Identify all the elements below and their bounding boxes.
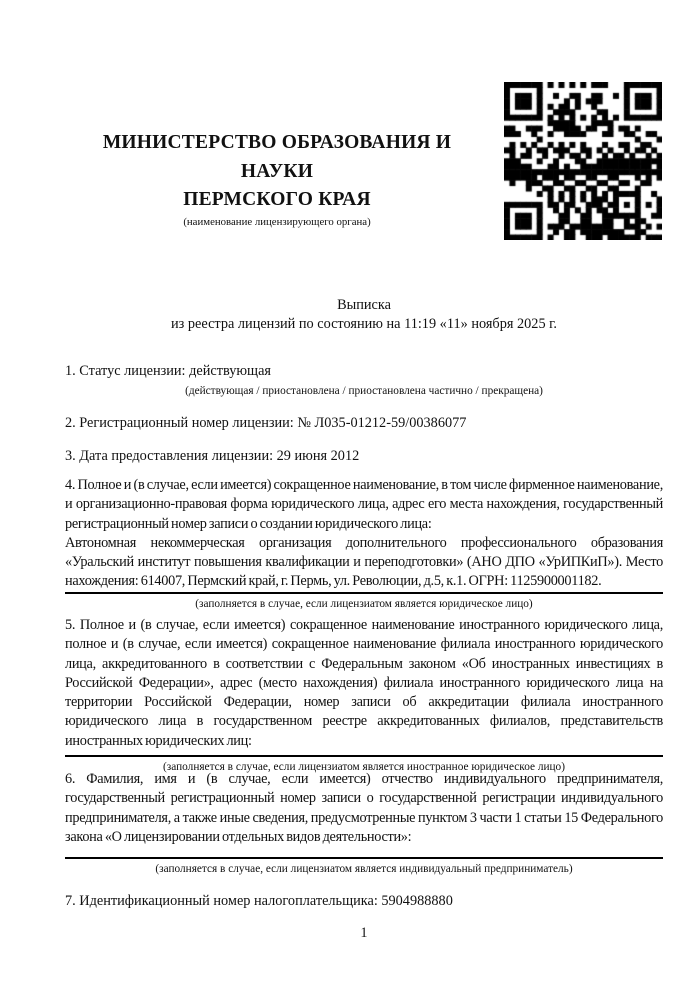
- item-6-entrepreneur: [65, 770, 663, 876]
- extract-title: [65, 296, 663, 335]
- item-5-foreign-entity: [65, 616, 663, 774]
- foreign-entity-note: (заполняется в случае, если лицензиатом является иностранное юридическое лицо): [163, 761, 565, 774]
- grant-date-text: 3. Дата предоставления лицензии: 29 июня 2012: [65, 448, 360, 464]
- entrepreneur-fill-area: [65, 770, 663, 859]
- legal-entity-note: (заполняется в случае, если лицензиатом является юридическое лицо): [195, 597, 533, 610]
- qr-code: [504, 82, 662, 240]
- foreign-entity-fill-area: [65, 616, 663, 757]
- ministry-name: [65, 129, 489, 215]
- foreign-entity-label: 5. Полное и (в случае, если имеется) сокращенное наименование иностранного юридического лица, полное и (в случае, если имеется) сокращенное наименование филиала иностранного юридического лица, аккредитованного в соответствии с Федеральным законом «Об иностранных инвестициях в Российской Федерации», адрес (место нахождения) филиала иностранного юридического лица на территории Российской Федерации, номер записи об аккредитации филиала иностранного юридического лица в государственном реестре аккредитованных филиалов, представительств иностранных юридических лиц:: [65, 617, 663, 749]
- license-status-text: 1. Статус лицензии: действующая: [65, 363, 271, 379]
- item-1-license-status: [65, 362, 663, 398]
- legal-entity-value: Автономная некоммерческая организация дополнительного профессионального образования «Уральский институт повышения квалификации и переподготовки» (АНО ДПО «УрИПКиП»). Место нахождения: 614007, Пермский край, г. Пермь, ул. Революции, д.5, к.1. ОГРН: 1125900001182.: [65, 534, 663, 590]
- item-4-legal-entity: [65, 476, 663, 611]
- legal-entity-label: 4. Полное и (в случае, если имеется) сокращенное наименование, в том числе фирменное наименование, и организационно-правовая форма юридического лица, адрес его места нахождения, государственный регистрационный номер записи о создании юридического лица:: [65, 477, 663, 532]
- licensing-authority-caption: (наименование лицензирующего органа): [183, 215, 371, 228]
- ministry-header: [65, 129, 489, 229]
- taxpayer-number-text: 7. Идентификационный номер налогоплательщика: 5904988880: [65, 893, 453, 909]
- item-2-registration-number: [65, 414, 663, 433]
- entrepreneur-label: 6. Фамилия, имя и (в случае, если имеется) отчество индивидуального предпринимателя, государственный регистрационный номер записи о государственной регистрации индивидуального предпринимателя, а также иные сведения, предусмотренные пунктом 3 части 1 статьи 15 Федерального закона «О лицензировании отдельных видов деятельности»:: [65, 771, 663, 845]
- status-options-note: (действующая / приостановлена / приостановлена частично / прекращена): [185, 385, 543, 398]
- registration-number-text: 2. Регистрационный номер лицензии: № Л035-01212-59/00386077: [65, 415, 467, 431]
- legal-entity-fill-area: [65, 476, 663, 594]
- extract-title-line1: Выписка: [337, 297, 391, 313]
- entrepreneur-note: (заполняется в случае, если лицензиатом является индивидуальный предприниматель): [155, 863, 573, 876]
- ministry-name-line2: ПЕРМСКОГО КРАЯ: [183, 189, 371, 210]
- page-number: 1: [360, 925, 368, 941]
- ministry-name-line1: МИНИСТЕРСТВО ОБРАЗОВАНИЯ И НАУКИ: [102, 132, 452, 182]
- extract-title-line2: из реестра лицензий по состоянию на 11:19 «11» ноября 2025 г.: [171, 316, 557, 333]
- item-3-grant-date: [65, 447, 663, 466]
- item-7-taxpayer-number: [65, 892, 663, 911]
